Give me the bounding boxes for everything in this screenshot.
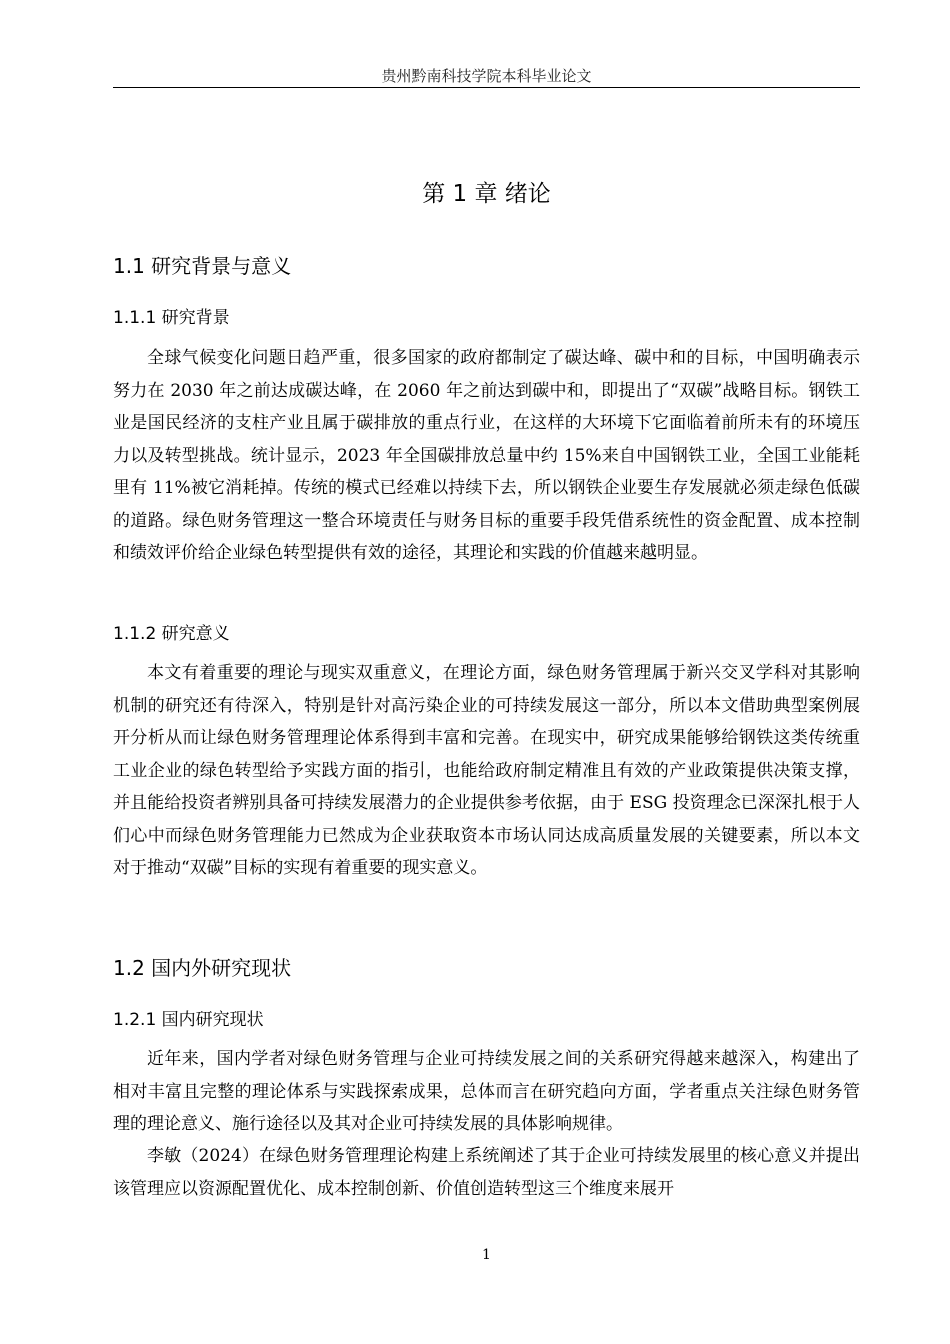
paragraph-research-significance: 本文有着重要的理论与现实双重意义，在理论方面，绿色财务管理属于新兴交叉学科对其影响机制的研究还有待深入，特别是针对高污染企业的可持续发展这一部分，所以本文借助典型案例展开分析从而让绿色财务管理理论体系得到丰富和完善。在现实中，研究成果能够给钢铁这类传统重工业企业的绿色转型给予实践方面的指引，也能给政府制定精准且有效的产业政策提供决策支撑，并且能给投资者辨别具备可持续发展潜力的企业提供参考依据，由于 ESG 投资理念已深深扎根于人们心中而绿色财务管理能力已然成为企业获取资本市场认同达成高质量发展的关键要素，所以本文对于推动“双碳”目标的实现有着重要的现实意义。 <box>113 663 860 878</box>
subsection-heading-1-1-2: 1.1.2 研究意义 <box>113 624 230 644</box>
subsection-heading-1-1-1: 1.1.1 研究背景 <box>113 308 230 328</box>
paragraph-domestic-research-1: 近年来，国内学者对绿色财务管理与企业可持续发展之间的关系研究得越来越深入，构建出了相对丰富且完整的理论体系与实践探索成果，总体而言在研究趋向方面，学者重点关注绿色财务管理的理论意义、施行途径以及其对企业可持续发展的具体影响规律。 <box>113 1049 860 1134</box>
paragraph-research-background: 全球气候变化问题日趋严重，很多国家的政府都制定了碳达峰、碳中和的目标，中国明确表示努力在 2030 年之前达成碳达峰，在 2060 年之前达到碳中和，即提出了“双碳”战略目标。钢铁工业是国民经济的支柱产业且属于碳排放的重点行业，在这样的大环境下它面临着前所未有的环境压力以及转型挑战。统计显示，2023 年全国碳排放总量中约 15%来自中国钢铁工业，全国工业能耗里有 11%被它消耗掉。传统的模式已经难以持续下去，所以钢铁企业要生存发展就必须走绿色低碳的道路。绿色财务管理这一整合环境责任与财务目标的重要手段凭借系统性的资金配置、成本控制和绩效评价给企业绿色转型提供有效的途径，其理论和实践的价值越来越明显。 <box>113 348 860 563</box>
section-heading-1-2: 1.2 国内外研究现状 <box>113 956 292 980</box>
chapter-title: 第 1 章 绪论 <box>422 181 551 207</box>
page-header: 贵州黔南科技学院本科毕业论文 <box>113 68 860 88</box>
section-heading-1-1: 1.1 研究背景与意义 <box>113 254 292 278</box>
subsection-heading-1-2-1: 1.2.1 国内研究现状 <box>113 1010 264 1030</box>
page-number: 1 <box>482 1247 491 1263</box>
paragraph-domestic-research-2: 李敏（2024）在绿色财务管理理论构建上系统阐述了其于企业可持续发展里的核心意义并提出该管理应以资源配置优化、成本控制创新、价值创造转型这三个维度来展开 <box>113 1146 860 1199</box>
